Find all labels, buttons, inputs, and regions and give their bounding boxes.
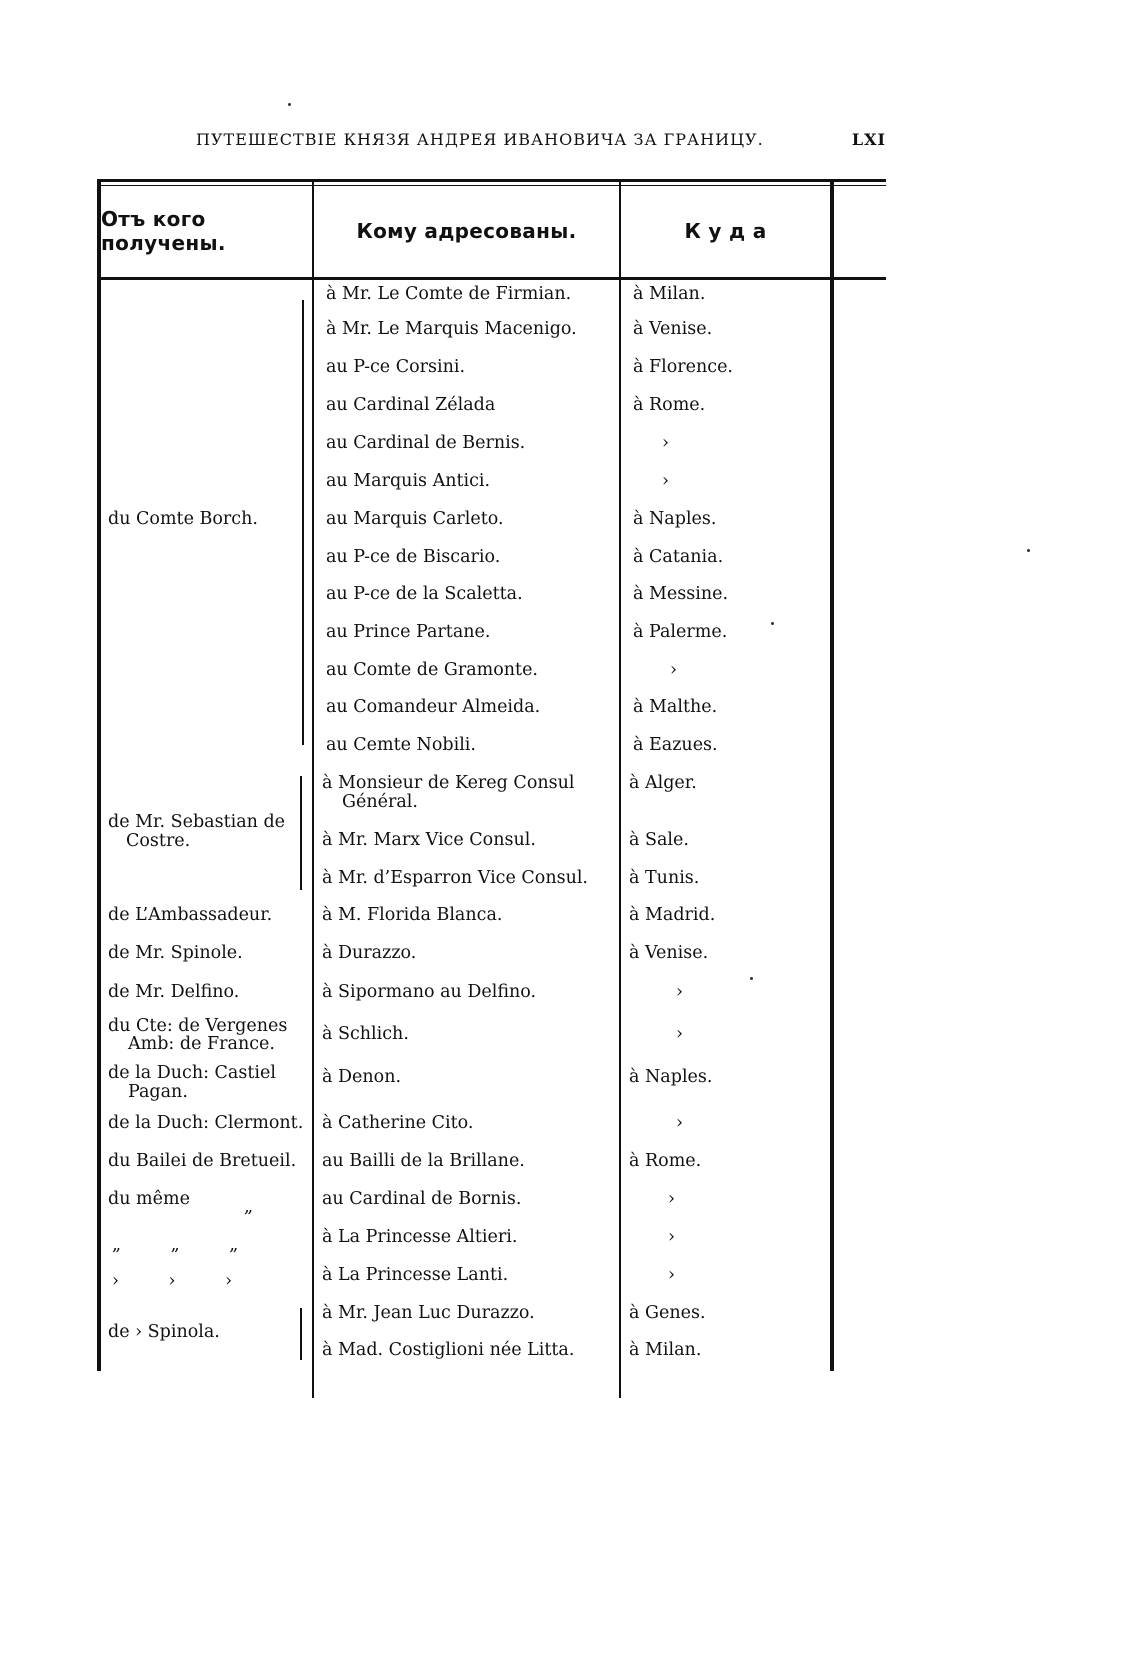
destination-ditto: › [676, 1113, 683, 1133]
table-left-border [97, 179, 101, 1371]
destination-cell: à Milan. [633, 284, 706, 304]
destination-cell: à Tunis. [629, 868, 700, 888]
column-header-where: К у д а [684, 219, 767, 243]
destination-cell: à Florence. [633, 357, 733, 377]
addressee-cell: à Mr. d’Esparron Vice Consul. [322, 868, 588, 888]
destination-cell: à Venise. [629, 943, 709, 963]
destination-ditto: › [668, 1265, 675, 1285]
ditto-marks-row: „ „ „ [112, 1235, 261, 1255]
destination-cell: à Milan. [629, 1340, 702, 1360]
sender-cell: de Mr. Sebastian de [108, 812, 286, 832]
sender-cell: Costre. [126, 831, 191, 851]
addressee-cell: au P-ce Corsini. [326, 357, 466, 377]
destination-cell: à Venise. [633, 319, 713, 339]
sender-cell: Pagan. [128, 1082, 188, 1102]
sender-cell: de L’Ambassadeur. [108, 905, 273, 925]
column-divider-1 [312, 179, 314, 1398]
addressee-cell: au Cardinal de Bornis. [322, 1189, 522, 1209]
ditto-mark: „ [244, 1197, 254, 1217]
ditto-marks-row: › › › [112, 1271, 255, 1291]
addressee-cell: au Cardinal Zélada [326, 395, 496, 415]
column-header-from: Отъ кого получены. [101, 207, 226, 255]
print-speck [750, 977, 753, 980]
addressee-cell: au Marquis Carleto. [326, 509, 504, 529]
destination-cell: à Malthe. [633, 697, 718, 717]
destination-cell: à Naples. [633, 509, 717, 529]
addressee-cell: au Prince Partane. [326, 622, 491, 642]
addressee-cell: au Bailli de la Brillane. [322, 1151, 525, 1171]
print-speck [771, 622, 774, 625]
addressee-cell: au P-ce de Biscario. [326, 547, 501, 567]
destination-cell: à Genes. [629, 1303, 706, 1323]
destination-ditto: › [662, 433, 669, 453]
sender-cell: de la Duch: Castiel [108, 1063, 276, 1083]
addressee-cell: à Mr. Jean Luc Durazzo. [322, 1303, 535, 1323]
group-bracket-borch [302, 300, 304, 745]
addressee-cell: à M. Florida Blanca. [322, 905, 503, 925]
destination-cell: à Messine. [633, 584, 729, 604]
destination-cell: à Eazues. [633, 735, 718, 755]
destination-cell: à Catania. [633, 547, 724, 567]
addressee-cell: à Catherine Cito. [322, 1113, 474, 1133]
running-header [196, 124, 886, 158]
print-speck [288, 103, 291, 106]
destination-ditto: › [676, 1024, 683, 1044]
column-divider-2 [619, 179, 621, 1398]
addressee-cell: au Cardinal de Bernis. [326, 433, 526, 453]
destination-ditto: › [670, 660, 677, 680]
addressee-cell: au Marquis Antici. [326, 471, 491, 491]
table-top-rule [100, 179, 886, 182]
addressee-cell: Général. [342, 792, 418, 812]
table-right-border [830, 179, 834, 1371]
destination-cell: à Madrid. [629, 905, 716, 925]
header-title: ПУТЕШЕСТВІЕ КНЯЗЯ АНДРЕЯ ИВАНОВИЧА ЗА ГРАНИЦУ. [196, 130, 764, 149]
print-speck [1027, 549, 1030, 552]
page-number: LXI [851, 130, 886, 149]
addressee-cell: au Comte de Gramonte. [326, 660, 538, 680]
destination-cell: à Palerme. [633, 622, 728, 642]
addressee-cell: à Schlich. [322, 1024, 409, 1044]
destination-ditto: › [662, 471, 669, 491]
addressee-cell: à Mr. Le Comte de Firmian. [326, 284, 572, 304]
sender-cell: du même [108, 1189, 190, 1209]
addressee-cell: à Sipormano au Delfino. [322, 982, 537, 1002]
column-header-to: Кому адресованы. [356, 219, 577, 243]
addressee-cell: à Mad. Costiglioni née Litta. [322, 1340, 575, 1360]
addressee-cell: à Denon. [322, 1067, 402, 1087]
sender-cell: de › Spinola. [108, 1322, 220, 1342]
sender-cell: du Cte: de Vergenes [108, 1016, 288, 1036]
table-header-rule [100, 277, 886, 280]
destination-ditto: › [676, 982, 683, 1002]
addressee-cell: au Comandeur Almeida. [326, 697, 541, 717]
addressee-cell: au P-ce de la Scaletta. [326, 584, 523, 604]
sender-cell: de la Duch: Clermont. [108, 1113, 304, 1133]
destination-cell: à Rome. [633, 395, 706, 415]
destination-ditto: › [668, 1227, 675, 1247]
destination-cell: à Rome. [629, 1151, 702, 1171]
addressee-cell: à La Princesse Lanti. [322, 1265, 509, 1285]
addressee-cell: à Monsieur de Kereg Consul [322, 773, 575, 793]
group-bracket-spinola [300, 1308, 302, 1360]
addressee-cell: au Cemte Nobili. [326, 735, 476, 755]
addressee-cell: à Mr. Marx Vice Consul. [322, 830, 536, 850]
destination-cell: à Alger. [629, 773, 697, 793]
addressee-cell: à La Princesse Altieri. [322, 1227, 518, 1247]
addressee-cell: à Durazzo. [322, 943, 417, 963]
destination-cell: à Naples. [629, 1067, 713, 1087]
sender-cell: de Mr. Spinole. [108, 943, 243, 963]
sender-cell: du Bailei de Bretueil. [108, 1151, 297, 1171]
destination-ditto: › [668, 1189, 675, 1209]
destination-cell: à Sale. [629, 830, 689, 850]
sender-cell: du Comte Borch. [108, 509, 258, 529]
sender-cell: de Mr. Delfino. [108, 982, 240, 1002]
sender-cell: Amb: de France. [128, 1034, 275, 1054]
addressee-cell: à Mr. Le Marquis Macenigo. [326, 319, 577, 339]
group-bracket-costre [300, 776, 302, 890]
